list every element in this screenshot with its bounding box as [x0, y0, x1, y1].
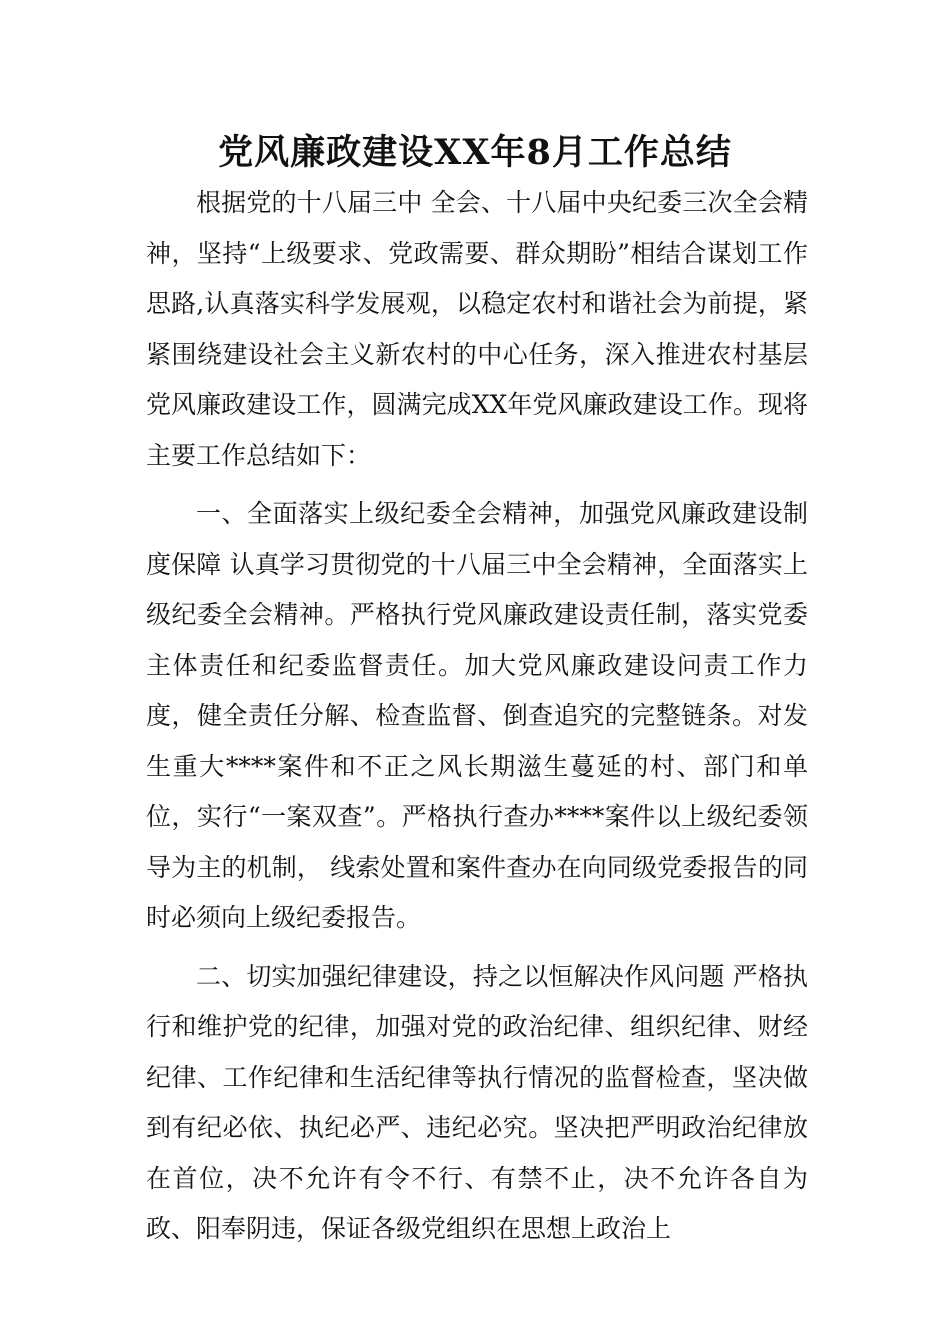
paragraph-section-one: 一、全面落实上级纪委全会精神，加强党风廉政建设制度保障 认真学习贯彻党的十八届三中全会精神，全面落实上级纪委全会精神。严格执行党风廉政建设责任制，落实党委主体责任和纪委监督责任。加大党风廉政建设问责工作力度，健全责任分解、检查监督、倒查追究的完整链条。对发生重大****案件和不正之风长期滋生蔓延的村、部门和单位，实行“一案双查”。严格执行查办****案件以上级纪委领导为主的机制， 线索处置和案件查办在向同级党委报告的同时必须向上级纪委报告。 — [146, 499, 808, 932]
paragraph-intro: 根据党的十八届三中 全会、十八届中央纪委三次全会精神，坚持“上级要求、党政需要、群众期盼”相结合谋划工作思路,认真落实科学发展观，以稳定农村和谐社会为前提，紧紧围绕建设社会主义新农村的中心任务，深入推进农村基层党风廉政建设工作，圆满完成XX年党风廉政建设工作。现将主要工作总结如下： — [146, 188, 808, 470]
paragraph-section-two: 二、切实加强纪律建设，持之以恒解决作风问题 严格执行和维护党的纪律，加强对党的政治纪律、组织纪律、财经纪律、工作纪律和生活纪律等执行情况的监督检查，坚决做到有纪必依、执纪必严、违纪必究。坚决把严明政治纪律放在首位，决不允许有令不行、有禁不止，决不允许各自为政、阳奉阴违，保证各级党组织在思想上政治上 — [146, 961, 808, 1243]
document-body — [146, 178, 808, 1255]
document-title: 党风廉政建设XX年8月工作总结 — [218, 132, 732, 173]
